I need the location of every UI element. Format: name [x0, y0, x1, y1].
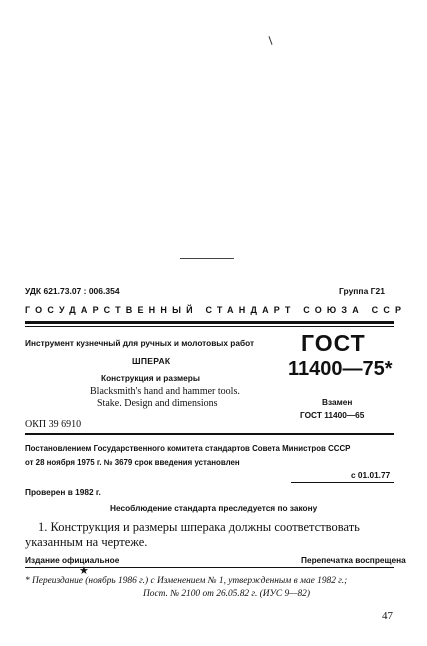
paragraph-1-line1: 1. Конструкция и размеры шперака должны соответствовать — [38, 520, 360, 534]
reprint-note-line1: * Переиздание (ноябрь 1986 г.) с Изменением № 1, утвержденным в мае 1982 г.; — [25, 576, 348, 586]
checked-year: Проверен в 1982 г. — [25, 487, 101, 497]
banner-thick-rule — [25, 321, 394, 324]
separator-short — [180, 258, 234, 259]
english-title-line1: Blacksmith's hand and hammer tools. — [90, 386, 240, 397]
star-icon: ★ — [79, 564, 89, 577]
banner-thin-rule — [25, 326, 394, 327]
reprint-note-line2: Пост. № 2100 от 26.05.82 г. (ИУС 9—82) — [143, 589, 310, 599]
decree-line2: от 28 ноября 1975 г. № 3679 срок введения установлен — [25, 458, 240, 467]
stray-mark — [268, 36, 272, 45]
product-name: ШПЕРАК — [132, 356, 171, 366]
gost-label: ГОСТ — [301, 330, 366, 356]
state-standard-banner: ГОСУДАРСТВЕННЫЙ СТАНДАРТ СОЮЗА ССР — [25, 305, 407, 315]
legal-warning: Несоблюдение стандарта преследуется по закону — [110, 503, 318, 513]
paragraph-1-line2: указанным на чертеже. — [25, 535, 148, 549]
english-title-line2: Stake. Design and dimensions — [97, 398, 218, 409]
page-number: 47 — [382, 610, 393, 622]
okp-code: ОКП 39 6910 — [25, 419, 82, 430]
group-code: Группа Г21 — [339, 286, 385, 296]
section-thick-rule — [25, 433, 394, 435]
replaced-standard: ГОСТ 11400—65 — [300, 410, 365, 420]
document-subtitle: Конструкция и размеры — [101, 373, 200, 383]
official-edition: Издание официальное — [25, 555, 120, 565]
reprint-forbidden: Перепечатка воспрещена — [301, 555, 406, 565]
decree-line1: Постановлением Государственного комитета стандартов Совета Министров СССР — [25, 444, 351, 453]
date-underline — [291, 482, 394, 483]
gost-number: 11400—75* — [288, 358, 393, 380]
replaces-label: Взамен — [322, 397, 353, 407]
document-title: Инструмент кузнечный для ручных и молотовых работ — [25, 338, 255, 348]
effective-date: с 01.01.77 — [351, 470, 391, 480]
udk-code: УДК 621.73.07 : 006.354 — [25, 286, 120, 296]
